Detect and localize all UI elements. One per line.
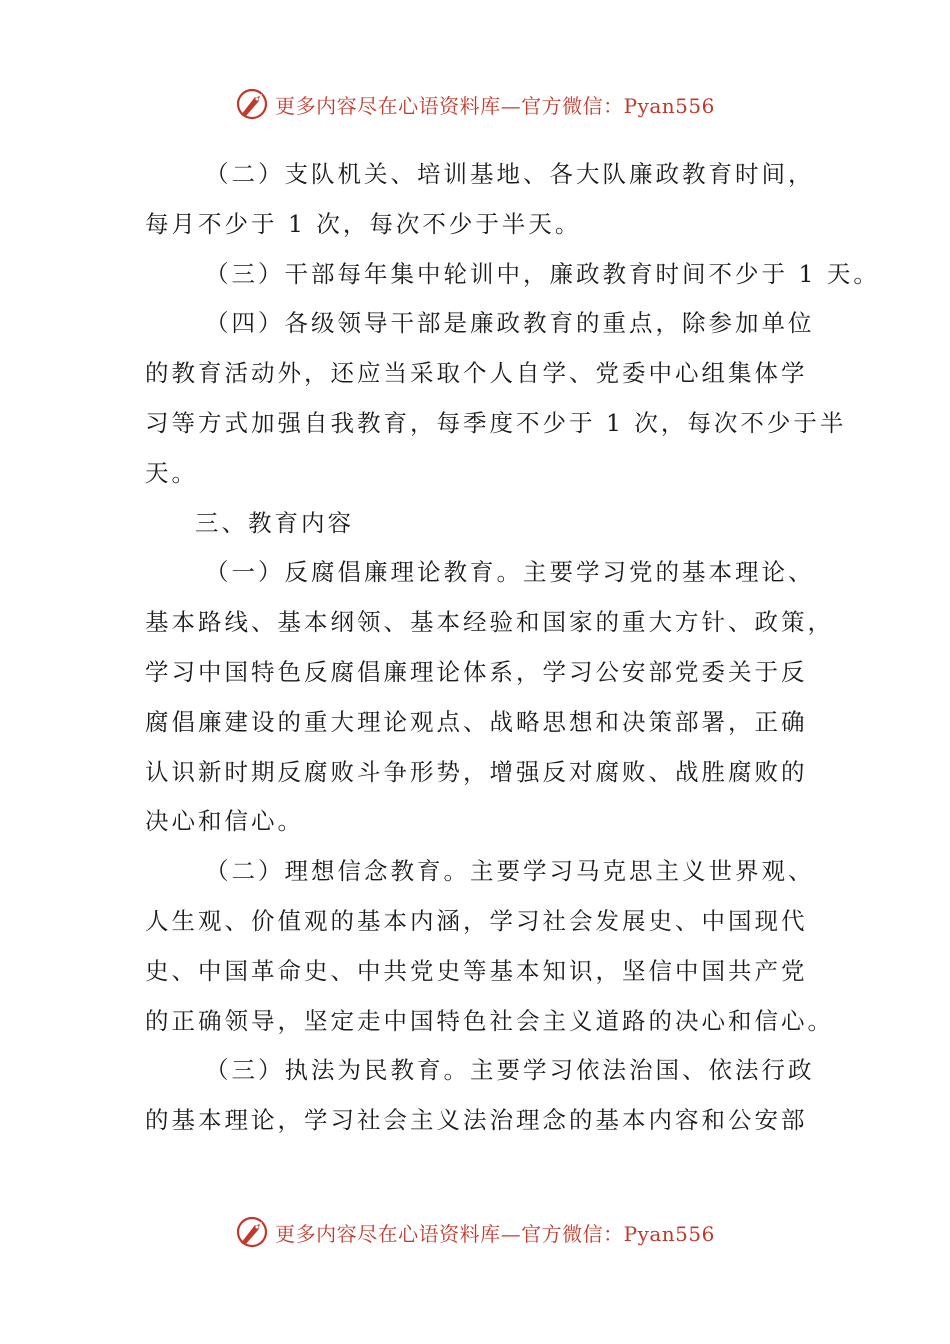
text-line: 三、教育内容	[195, 508, 354, 537]
text-line: 基本路线、基本纲领、基本经验和国家的重大方针、政策，	[145, 608, 834, 637]
text-line: （四）各级领导干部是廉政教育的重点，除参加单位	[205, 309, 815, 338]
text-line: 天。	[145, 458, 198, 487]
text-line: 的基本理论，学习社会主义法治理念的基本内容和公安部	[145, 1106, 808, 1135]
text-line: （三）执法为民教育。主要学习依法治国、依法行政	[205, 1056, 815, 1085]
paragraph	[145, 1046, 825, 1146]
text-line: （一）反腐倡廉理论教育。主要学习党的基本理论、	[205, 558, 815, 587]
text-line: 每月不少于 1 次，每次不少于半天。	[145, 209, 582, 238]
paragraph	[145, 548, 834, 847]
header-banner	[0, 84, 950, 124]
pen-nib-logo-icon	[235, 87, 269, 121]
text-line: 习等方式加强自我教育，每季度不少于 1 次，每次不少于半	[145, 408, 847, 437]
paragraph	[145, 250, 880, 300]
text-line: 决心和信心。	[145, 807, 304, 836]
footer-banner-text: 更多内容尽在心语资料库—官方微信：Pyan556	[275, 1221, 715, 1246]
paragraph	[145, 847, 834, 1046]
footer-banner	[0, 1212, 950, 1252]
paragraph	[145, 150, 825, 250]
text-line: 人生观、价值观的基本内涵，学习社会发展史、中国现代	[145, 906, 808, 935]
text-line: 史、中国革命史、中共党史等基本知识，坚信中国共产党	[145, 956, 808, 985]
paragraph	[145, 299, 847, 498]
text-line: （二）理想信念教育。主要学习马克思主义世界观、	[205, 857, 815, 886]
pen-nib-logo-icon	[235, 1215, 269, 1249]
section-heading	[145, 499, 825, 549]
text-line: 的正确领导，坚定走中国特色社会主义道路的决心和信心。	[145, 1006, 834, 1035]
text-line: （三）干部每年集中轮训中，廉政教育时间不少于 1 天。	[205, 259, 880, 288]
document-body	[145, 150, 880, 1146]
text-line: 的教育活动外，还应当采取个人自学、党委中心组集体学	[145, 359, 808, 388]
text-line: （二）支队机关、培训基地、各大队廉政教育时间，	[205, 160, 815, 188]
text-line: 认识新时期反腐败斗争形势，增强反对腐败、战胜腐败的	[145, 757, 808, 786]
text-line: 腐倡廉建设的重大理论观点、战略思想和决策部署，正确	[145, 707, 808, 736]
header-banner-text: 更多内容尽在心语资料库—官方微信：Pyan556	[275, 93, 715, 118]
text-line: 学习中国特色反腐倡廉理论体系，学习公安部党委关于反	[145, 657, 808, 686]
